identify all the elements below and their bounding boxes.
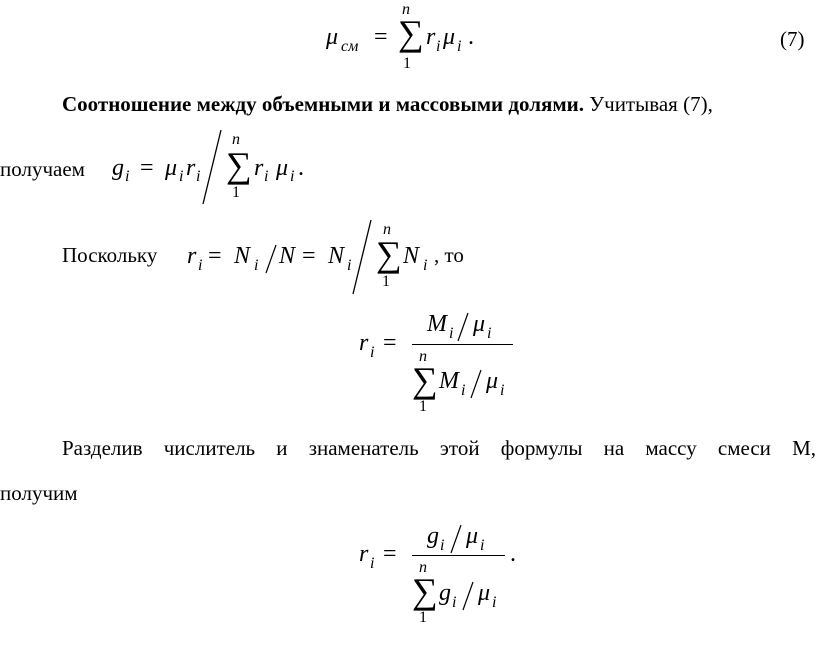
p3-division-slash [350, 218, 374, 296]
fm-equals: = [383, 330, 397, 356]
fg-den-slash [461, 581, 475, 611]
paragraph-3-suffix: , то [434, 243, 464, 267]
eq7-sum-upper: n [402, 1, 410, 18]
p3-N-i-3-sub: i [423, 257, 428, 274]
p3-N-i-2: N [328, 243, 345, 269]
fg-num-mu: μ [466, 523, 479, 549]
fm-num-slash [456, 312, 470, 342]
p2-g: g [112, 155, 124, 181]
eq7-sum-lower: 1 [403, 55, 411, 72]
p2-r2: r [254, 155, 264, 181]
fg-den-mu-sub: i [492, 594, 497, 611]
section-bold-title: Соотношение между объемными и массовыми долями. [62, 92, 585, 116]
fm-num-mu-sub: i [487, 325, 492, 342]
eq7-sub-cm: см [341, 38, 359, 55]
p2-sum-lower: 1 [232, 184, 240, 201]
eq7-r-sub: i [436, 38, 441, 55]
p3-sum-upper: n [383, 221, 391, 238]
paragraph-1-rest: Учитывая (7), [589, 92, 713, 116]
p2-g-sub: i [125, 168, 130, 185]
fm-sum-sign: ∑ [412, 360, 438, 400]
eq7-mu: μ [326, 24, 339, 50]
p3-r: r [187, 243, 197, 269]
eq7-mu-sub: i [457, 38, 462, 55]
fm-den-mu: μ [486, 368, 499, 394]
fm-sum-upper: n [419, 348, 427, 365]
p2-equals: = [140, 155, 154, 181]
paragraph-4-line-2: получим [0, 481, 78, 505]
fm-r: r [359, 330, 369, 356]
eq7-mu-i: μ [443, 24, 456, 50]
fm-den-slash [469, 369, 483, 399]
fm-den-mu-sub: i [500, 382, 505, 399]
fg-den-mu: μ [478, 580, 491, 606]
fg-sum-upper: n [419, 559, 427, 576]
eq7-r: r [426, 24, 436, 50]
p2-mu2-sub: i [290, 168, 295, 185]
fm-sum-lower: 1 [419, 398, 427, 415]
p3-N-i: N [234, 243, 251, 269]
p2-sum-upper: n [232, 131, 240, 148]
paragraph-heading [62, 92, 713, 117]
fg-sum-sign: ∑ [412, 571, 438, 611]
p3-N-i-3: N [403, 243, 420, 269]
fm-r-sub: i [370, 344, 375, 361]
eq7-period: . [468, 24, 474, 50]
p2-period: . [298, 155, 304, 181]
p3-sum-sign: ∑ [376, 234, 402, 274]
p2-r2-sub: i [264, 168, 269, 185]
p3-equals-1: = [208, 243, 222, 269]
p3-N-i-2-sub: i [347, 257, 352, 274]
fm-num-mu: μ [473, 311, 486, 337]
fg-num-g-sub: i [440, 537, 445, 554]
fm-num-M-sub: i [449, 325, 454, 342]
p3-r-sub: i [198, 257, 203, 274]
p3-sum-lower: 1 [382, 273, 390, 290]
fg-sum-lower: 1 [419, 609, 427, 626]
eq7-equals: = [374, 24, 388, 50]
paragraph-4-line-1: Разделив числитель и знаменатель этой формулы на массу смеси М, [62, 436, 816, 460]
fg-fraction-bar [412, 555, 505, 556]
p2-r-sub: i [196, 168, 201, 185]
p2-mu2: μ [276, 155, 289, 181]
fg-num-g: g [427, 523, 439, 549]
fm-den-M-sub: i [461, 382, 466, 399]
fg-r-sub: i [370, 555, 375, 572]
fm-fraction-bar [412, 344, 513, 345]
fg-den-g-sub: i [452, 594, 457, 611]
p3-N-i-sub: i [254, 257, 259, 274]
fg-den-g: g [439, 580, 451, 606]
fg-period: . [510, 541, 516, 567]
fg-r: r [359, 541, 369, 567]
fg-num-mu-sub: i [480, 537, 485, 554]
equation-number: (7) [780, 27, 805, 51]
p2-mu-sub: i [179, 168, 184, 185]
paragraph-2-prefix: получаем [0, 157, 85, 181]
fm-den-M: M [439, 368, 459, 394]
fg-num-slash [449, 524, 463, 554]
fm-num-M: M [427, 311, 447, 337]
p2-r: r [186, 155, 196, 181]
eq7-sum-sign: ∑ [398, 13, 424, 53]
paragraph-3-prefix: Поскольку [62, 243, 158, 267]
p3-slash-small [264, 244, 278, 274]
p2-sum-sign: ∑ [226, 145, 252, 185]
p2-mu: μ [165, 155, 178, 181]
p2-division-slash [200, 128, 224, 206]
fg-equals: = [383, 541, 397, 567]
p3-equals-2: = [302, 243, 316, 269]
p3-N: N [279, 243, 296, 269]
